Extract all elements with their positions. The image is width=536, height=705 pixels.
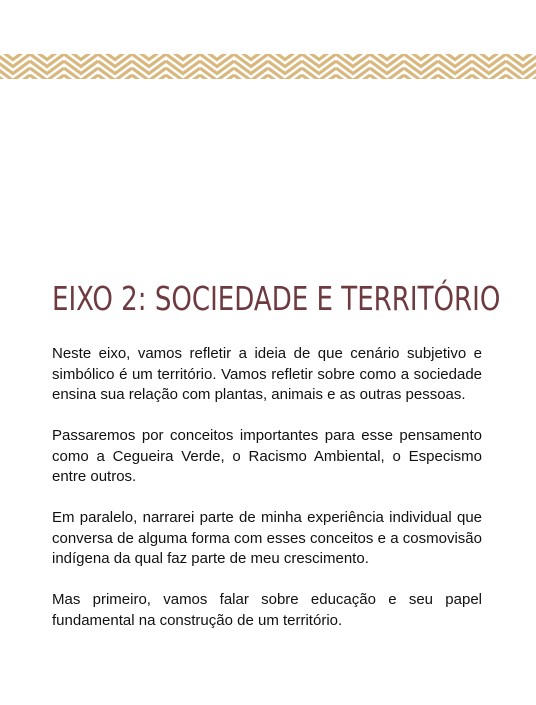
zigzag-pattern-icon [0,54,536,79]
paragraph: Em paralelo, narrarei parte de minha experiência individual que conversa de alguma forma com esses conceitos e a cosmovisão indígena da qual faz parte de meu crescimento. [52,509,482,567]
section-title: EIXO 2: SOCIEDADE E TERRITÓRIO [52,279,501,318]
body-text [52,344,482,652]
paragraph: Neste eixo, vamos refletir a ideia de que cenário subjetivo e simbólico é um território. Vamos refletir sobre como a sociedade ensina sua relação com plantas, animais e as outras pessoas. [52,345,482,403]
paragraph: Mas primeiro, vamos falar sobre educação e seu papel fundamental na construção de um território. [52,591,482,629]
paragraph: Passaremos por conceitos importantes para esse pensamento como a Cegueira Verde, o Racismo Ambiental, o Especismo entre outros. [52,427,482,485]
